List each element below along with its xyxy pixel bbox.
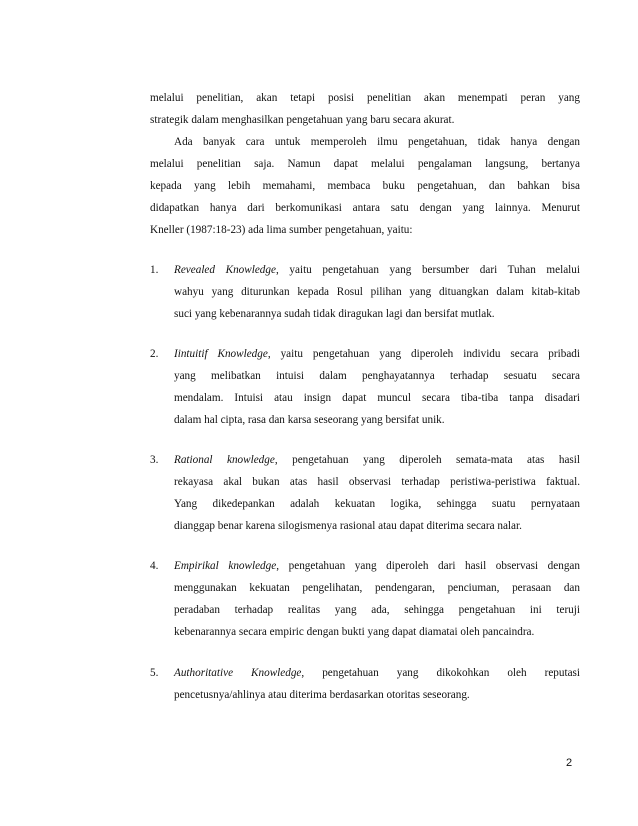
- list-term: Revealed Knowledge: [174, 264, 276, 276]
- list-number: 4.: [150, 560, 159, 572]
- body-text-line: Kneller (1987:18-23) ada lima sumber pengetahuan, yaitu:: [150, 224, 413, 236]
- body-text-line: strategik dalam menghasilkan pengetahuan yang baru secara akurat.: [150, 114, 455, 126]
- list-item-text: , yaitu pengetahuan yang diperoleh individu secara pribadi: [267, 348, 580, 360]
- list-item-line: yang melibatkan intuisi dalam penghayatannya terhadap sesuatu secara: [174, 370, 580, 382]
- list-item-text: , pengetahuan yang dikokohkan oleh reputasi: [301, 667, 581, 679]
- list-item-line: kebenarannya secara empiric dengan bukti yang dapat diamatai oleh pancaindra.: [174, 626, 535, 638]
- list-term: Empirikal knowledge: [174, 560, 277, 572]
- body-text-line: melalui penelitian saja. Namun dapat melalui pengalaman langsung, bertanya: [150, 158, 580, 170]
- list-term: Authoritative Knowledge: [174, 667, 302, 679]
- list-item-first-line: [174, 453, 580, 467]
- list-item-line: wahyu yang diturunkan kepada Rosul pilihan yang dituangkan dalam kitab-kitab: [174, 286, 580, 298]
- list-number: 2.: [150, 348, 159, 360]
- list-item-line: rekayasa akal bukan atas hasil observasi terhadap peristiwa-peristiwa faktual.: [174, 476, 580, 488]
- list-item-first-line: [174, 559, 580, 573]
- list-item-text: , yaitu pengetahuan yang bersumber dari Tuhan melalui: [275, 264, 580, 276]
- body-text-line: melalui penelitian, akan tetapi posisi penelitian akan menempati peran yang: [150, 92, 580, 104]
- list-item-line: dianggap benar karena silogismenya rasional atau dapat diterima secara nalar.: [174, 520, 522, 532]
- list-number: 5.: [150, 667, 159, 679]
- list-item-line: peradaban terhadap realitas yang ada, sehingga pengetahuan ini teruji: [174, 604, 580, 616]
- list-item-line: dalam hal cipta, rasa dan karsa seseorang yang bersifat unik.: [174, 414, 445, 426]
- list-item-line: pencetusnya/ahlinya atau diterima berdasarkan otoritas seseorang.: [174, 689, 470, 701]
- page-number: 2: [566, 757, 573, 769]
- list-item-first-line: [174, 347, 580, 361]
- list-item-first-line: [174, 263, 580, 277]
- list-number: 3.: [150, 454, 159, 466]
- list-item-line: menggunakan kekuatan pengelihatan, pendengaran, penciuman, perasaan dan: [174, 582, 580, 594]
- body-text-line: kepada yang lebih memahami, membaca buku pengetahuan, dan bahkan bisa: [150, 180, 580, 192]
- list-term: Iintuitif Knowledge: [174, 348, 268, 360]
- list-item-line: mendalam. Intuisi atau insign dapat muncul secara tiba-tiba tanpa disadari: [174, 392, 580, 404]
- list-item-line: Yang dikedepankan adalah kekuatan logika, sehingga suatu pernyataan: [174, 498, 580, 510]
- list-item-first-line: [174, 666, 580, 680]
- list-item-text: , pengetahuan yang diperoleh semata-mata atas hasil: [274, 454, 580, 466]
- body-text-line: didapatkan hanya dari berkomunikasi antara satu dengan yang lainnya. Menurut: [150, 202, 580, 214]
- list-number: 1.: [150, 264, 159, 276]
- body-text-line: Ada banyak cara untuk memperoleh ilmu pengetahuan, tidak hanya dengan: [174, 136, 580, 148]
- list-term: Rational knowledge: [174, 454, 275, 466]
- list-item-line: suci yang kebenarannya sudah tidak diragukan lagi dan bersifat mutlak.: [174, 308, 495, 320]
- list-item-text: , pengetahuan yang diperoleh dari hasil observasi dengan: [276, 560, 580, 572]
